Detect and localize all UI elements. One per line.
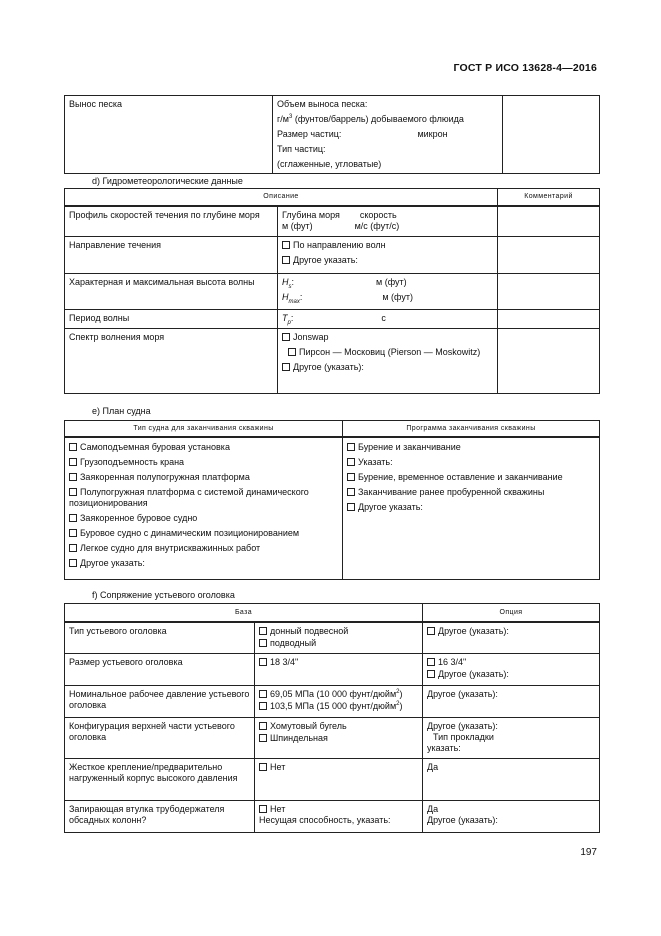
checkbox[interactable]: [347, 473, 355, 481]
section-d-title: d) Гидрометеорологические данные: [92, 176, 243, 186]
checkbox[interactable]: [282, 256, 290, 264]
checkbox[interactable]: [347, 458, 355, 466]
col-base: База: [65, 604, 423, 622]
checkbox[interactable]: [259, 805, 267, 813]
height-values: $H_s$: м (фут) $H_{max}$: м (фут): [278, 274, 498, 310]
checkbox[interactable]: [282, 333, 290, 341]
standard-header: ГОСТ Р ИСО 13628-4—2016: [453, 62, 597, 74]
checkbox[interactable]: [259, 722, 267, 730]
pressure-base: 69,05 МПа (10 000 фунт/дюйм$^2$) 103,5 МПа (15 000 фунт/дюйм$^2$): [255, 686, 423, 718]
rigid-label: Жесткое крепление/предварительно нагруженный корпус высокого давления: [65, 759, 255, 801]
sand-label: Вынос песка: [65, 96, 273, 174]
wellhead-type-label: Тип устьевого оголовка: [65, 622, 255, 654]
lock-option: Да Другое (указать):: [423, 801, 600, 833]
checkbox[interactable]: [69, 514, 77, 522]
wellhead-table: [64, 603, 600, 833]
checkbox[interactable]: [347, 488, 355, 496]
checkbox[interactable]: [69, 488, 77, 496]
col-option: Опция: [423, 604, 600, 622]
particle-type-label: Тип частиц:: [277, 144, 326, 154]
vessel-list: Самоподъемная буровая установка Грузоподъемность крана Заякоренная полупогружная платформа Полупогружная платформа с системой динамического позиционирования Заякоренное буровое судно Буровое судно с динамическим позиционированием Легкое судно для внутрискважинных работ Другое указать:: [65, 437, 343, 579]
checkbox[interactable]: [69, 473, 77, 481]
checkbox[interactable]: [259, 734, 267, 742]
sand-comment-cell[interactable]: [503, 96, 600, 174]
checkbox[interactable]: [69, 544, 77, 552]
height-comment[interactable]: [498, 274, 600, 310]
sand-details: [273, 96, 503, 174]
section-f-title: f) Сопряжение устьевого оголовка: [92, 590, 235, 600]
program-list: Бурение и заканчивание Указать: Бурение, временное оставление и заканчивание Заканчивание ранее пробуренной скважины Другое указать:: [343, 437, 600, 579]
rigid-option: Да: [423, 759, 600, 801]
spectrum-comment[interactable]: [498, 329, 600, 394]
height-label: Характерная и максимальная высота волны: [65, 274, 278, 310]
spectrum-label: Спектр волнения моря: [65, 329, 278, 394]
sand-volume-unit: $г/м^3$ (фунтов/баррель) добываемого флюида: [277, 114, 464, 124]
wellhead-type-option: Другое (указать):: [423, 622, 600, 654]
col-comment: Комментарий: [498, 189, 600, 206]
hydromet-table: [64, 188, 600, 394]
direction-options: По направлению волн Другое указать:: [278, 237, 498, 274]
checkbox[interactable]: [259, 627, 267, 635]
wellhead-size-label: Размер устьевого оголовка: [65, 654, 255, 686]
checkbox[interactable]: [259, 658, 267, 666]
direction-comment[interactable]: [498, 237, 600, 274]
wellhead-size-base: 18 3/4": [255, 654, 423, 686]
checkbox[interactable]: [259, 639, 267, 647]
checkbox[interactable]: [282, 363, 290, 371]
checkbox[interactable]: [282, 241, 290, 249]
vessel-table: [64, 420, 600, 580]
wellhead-size-option: 16 3/4" Другое (указать):: [423, 654, 600, 686]
checkbox[interactable]: [427, 670, 435, 678]
checkbox[interactable]: [427, 658, 435, 666]
checkbox[interactable]: [69, 529, 77, 537]
pressure-option: Другое (указать):: [423, 686, 600, 718]
col-description: Описание: [65, 189, 498, 206]
checkbox[interactable]: [347, 443, 355, 451]
profile-values: Глубина моря скорость м (фут) м/с (фут/с): [278, 206, 498, 237]
checkbox[interactable]: [69, 559, 77, 567]
profile-comment[interactable]: [498, 206, 600, 237]
spectrum-options: Jonswap Пирсон — Московиц (Pierson — Moskowitz) Другое (указать):: [278, 329, 498, 394]
pressure-label: Номинальное рабочее давление устьевого оголовка: [65, 686, 255, 718]
config-option: Другое (указать): Тип прокладки указать:: [423, 718, 600, 759]
sand-table: [64, 95, 600, 174]
checkbox[interactable]: [69, 458, 77, 466]
particle-size: Размер частиц: микрон: [277, 129, 448, 139]
section-e-title: e) План судна: [92, 406, 151, 416]
lock-label: Запирающая втулка трубодержателя обсадных колонн?: [65, 801, 255, 833]
checkbox[interactable]: [427, 627, 435, 635]
period-comment[interactable]: [498, 310, 600, 329]
page-number: 197: [580, 847, 597, 858]
col-program: Программа заканчивания скважины: [343, 421, 600, 438]
wellhead-type-base: донный подвесной подводный: [255, 622, 423, 654]
lock-base: Нет Несущая способность, указать:: [255, 801, 423, 833]
sand-volume-label: Объем выноса песка:: [277, 99, 368, 109]
period-label: Период волны: [65, 310, 278, 329]
checkbox[interactable]: [69, 443, 77, 451]
profile-label: Профиль скоростей течения по глубине моря: [65, 206, 278, 237]
checkbox[interactable]: [347, 503, 355, 511]
config-label: Конфигурация верхней части устьевого оголовка: [65, 718, 255, 759]
rigid-base: Нет: [255, 759, 423, 801]
config-base: Хомутовый бугель Шпиндельная: [255, 718, 423, 759]
direction-label: Направление течения: [65, 237, 278, 274]
particle-type-hint: (сглаженные, угловатые): [277, 159, 382, 169]
checkbox[interactable]: [288, 348, 296, 356]
col-vessel-type: Тип судна для заканчивания скважины: [65, 421, 343, 438]
checkbox[interactable]: [259, 702, 267, 710]
period-values: $T_p$: с: [278, 310, 498, 329]
checkbox[interactable]: [259, 690, 267, 698]
checkbox[interactable]: [259, 763, 267, 771]
